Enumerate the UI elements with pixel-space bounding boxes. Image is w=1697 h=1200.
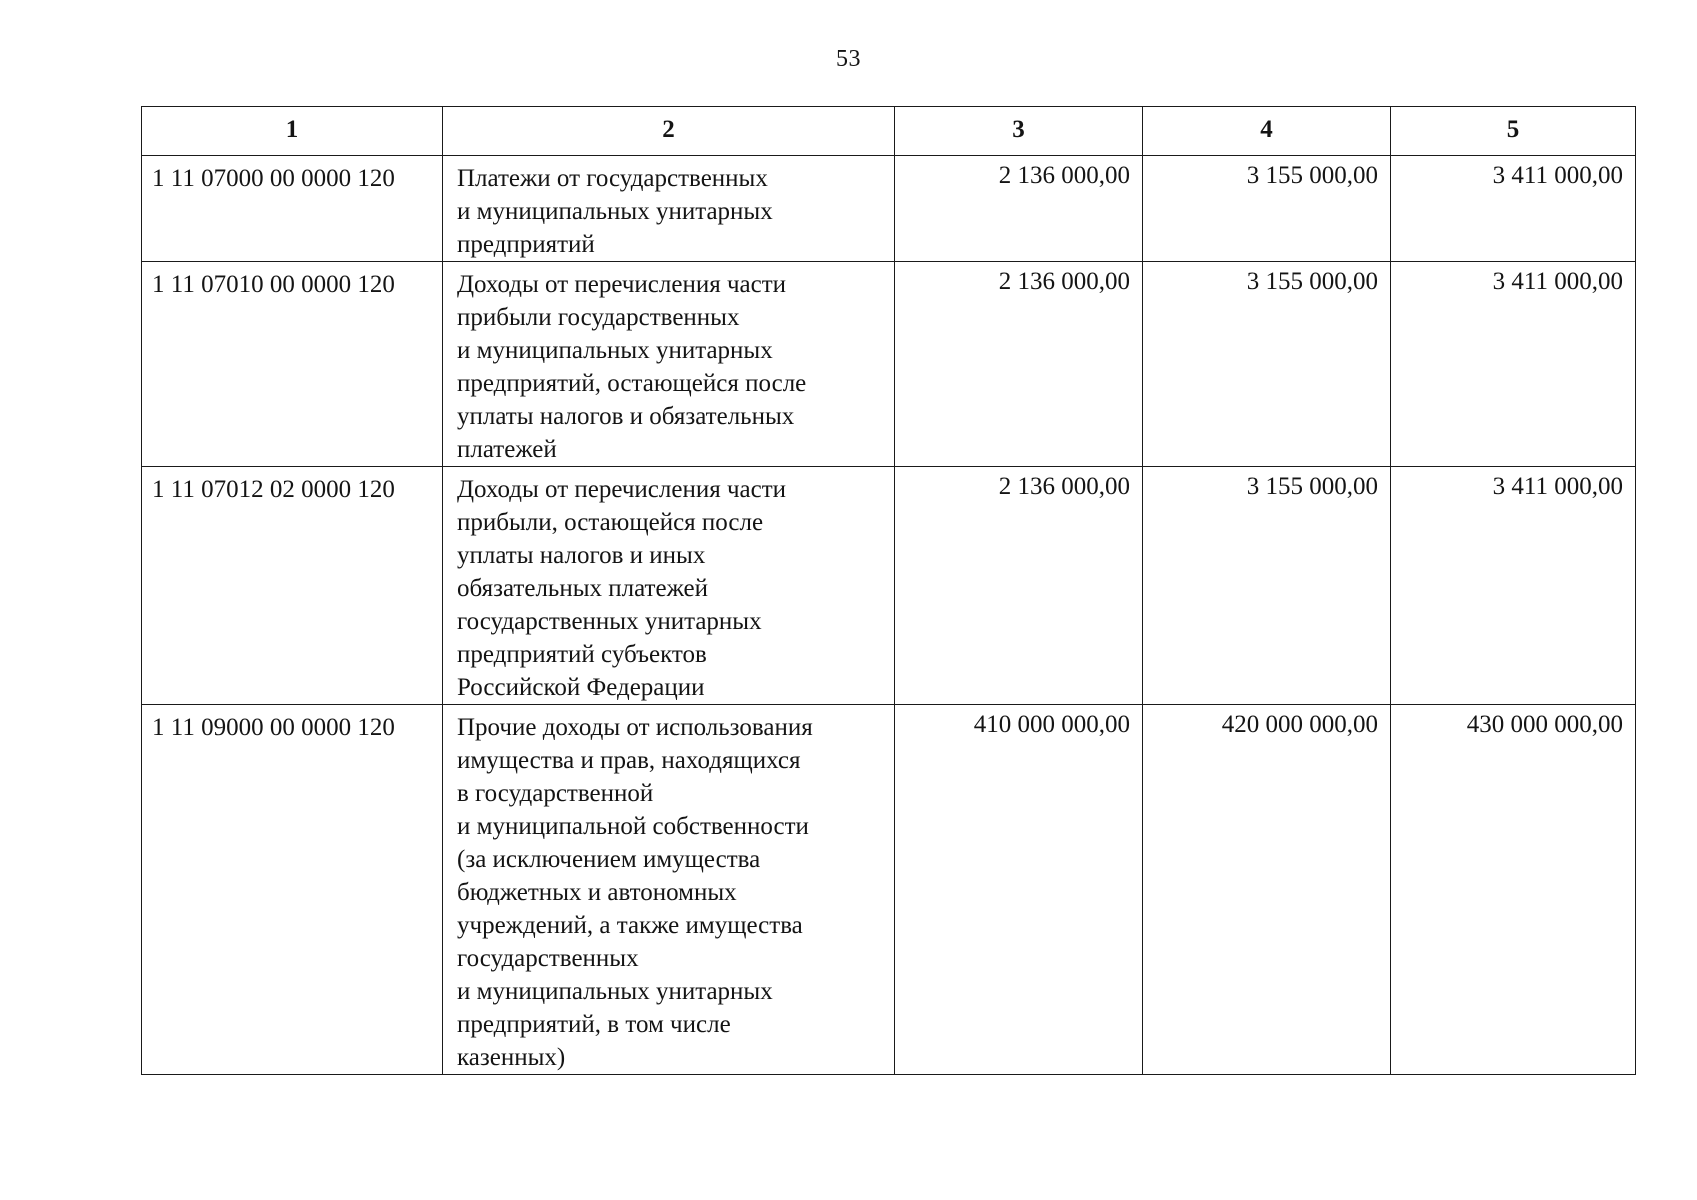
- income-name-line: имущества и прав, находящихся: [457, 747, 801, 774]
- income-name-line: предприятий субъектов: [457, 641, 707, 668]
- income-name-line: (за исключением имущества: [457, 846, 761, 873]
- income-name-line: предприятий, в том числе: [457, 1011, 731, 1038]
- income-name-line: Прочие доходы от использования: [457, 714, 813, 741]
- column-header: 5: [1391, 107, 1636, 156]
- column-header: 2: [443, 107, 895, 156]
- income-name-line: и муниципальной собственности: [457, 813, 809, 840]
- column-header: 3: [895, 107, 1143, 156]
- income-name-line: прибыли, остающейся после: [457, 509, 764, 536]
- table-header-row: [142, 107, 1636, 156]
- income-name-line: и муниципальных унитарных: [457, 978, 773, 1005]
- amount-cell: 3 411 000,00: [1391, 467, 1636, 705]
- amount-cell: 430 000 000,00: [1391, 705, 1636, 1075]
- amount-cell: 3 155 000,00: [1143, 262, 1391, 467]
- income-name-line: и муниципальных унитарных: [457, 198, 773, 225]
- income-name-line: уплаты налогов и иных: [457, 542, 706, 569]
- income-name-line: учреждений, а также имущества: [457, 912, 803, 939]
- income-name-line: и муниципальных унитарных: [457, 337, 773, 364]
- income-name-line: в государственной: [457, 780, 654, 807]
- amount-cell: 2 136 000,00: [895, 262, 1143, 467]
- income-name-line: прибыли государственных: [457, 304, 740, 331]
- table-row: [142, 156, 1636, 262]
- income-name-line: государственных унитарных: [457, 608, 762, 635]
- table-row: [142, 262, 1636, 467]
- revenue-table: [141, 106, 1636, 1075]
- budget-code-cell: 1 11 07010 00 0000 120: [142, 262, 443, 467]
- income-name-cell: [443, 262, 895, 467]
- amount-cell: 3 411 000,00: [1391, 262, 1636, 467]
- income-name-line: платежей: [457, 436, 557, 463]
- income-name-line: обязательных платежей: [457, 575, 708, 602]
- income-name-line: Доходы от перечисления части: [457, 271, 787, 298]
- amount-cell: 410 000 000,00: [895, 705, 1143, 1075]
- amount-cell: 2 136 000,00: [895, 156, 1143, 262]
- income-name-line: предприятий: [457, 231, 595, 258]
- income-name-line: уплаты налогов и обязательных: [457, 403, 795, 430]
- income-name-cell: [443, 156, 895, 262]
- amount-cell: 3 411 000,00: [1391, 156, 1636, 262]
- column-header: 4: [1143, 107, 1391, 156]
- income-name-cell: [443, 705, 895, 1075]
- budget-code-cell: 1 11 07012 02 0000 120: [142, 467, 443, 705]
- income-name-line: Платежи от государственных: [457, 165, 768, 192]
- page-number: 53: [836, 46, 861, 72]
- budget-code-cell: 1 11 09000 00 0000 120: [142, 705, 443, 1075]
- income-name-line: предприятий, остающейся после: [457, 370, 807, 397]
- income-name-line: казенных): [457, 1044, 566, 1071]
- income-name-line: бюджетных и автономных: [457, 879, 737, 906]
- income-name-line: государственных: [457, 945, 639, 972]
- income-name-line: Российской Федерации: [457, 674, 705, 701]
- income-name-cell: [443, 467, 895, 705]
- amount-cell: 3 155 000,00: [1143, 156, 1391, 262]
- amount-cell: 420 000 000,00: [1143, 705, 1391, 1075]
- column-header: 1: [142, 107, 443, 156]
- income-name-line: Доходы от перечисления части: [457, 476, 787, 503]
- amount-cell: 2 136 000,00: [895, 467, 1143, 705]
- budget-code-cell: 1 11 07000 00 0000 120: [142, 156, 443, 262]
- table-row: [142, 705, 1636, 1075]
- amount-cell: 3 155 000,00: [1143, 467, 1391, 705]
- table-row: [142, 467, 1636, 705]
